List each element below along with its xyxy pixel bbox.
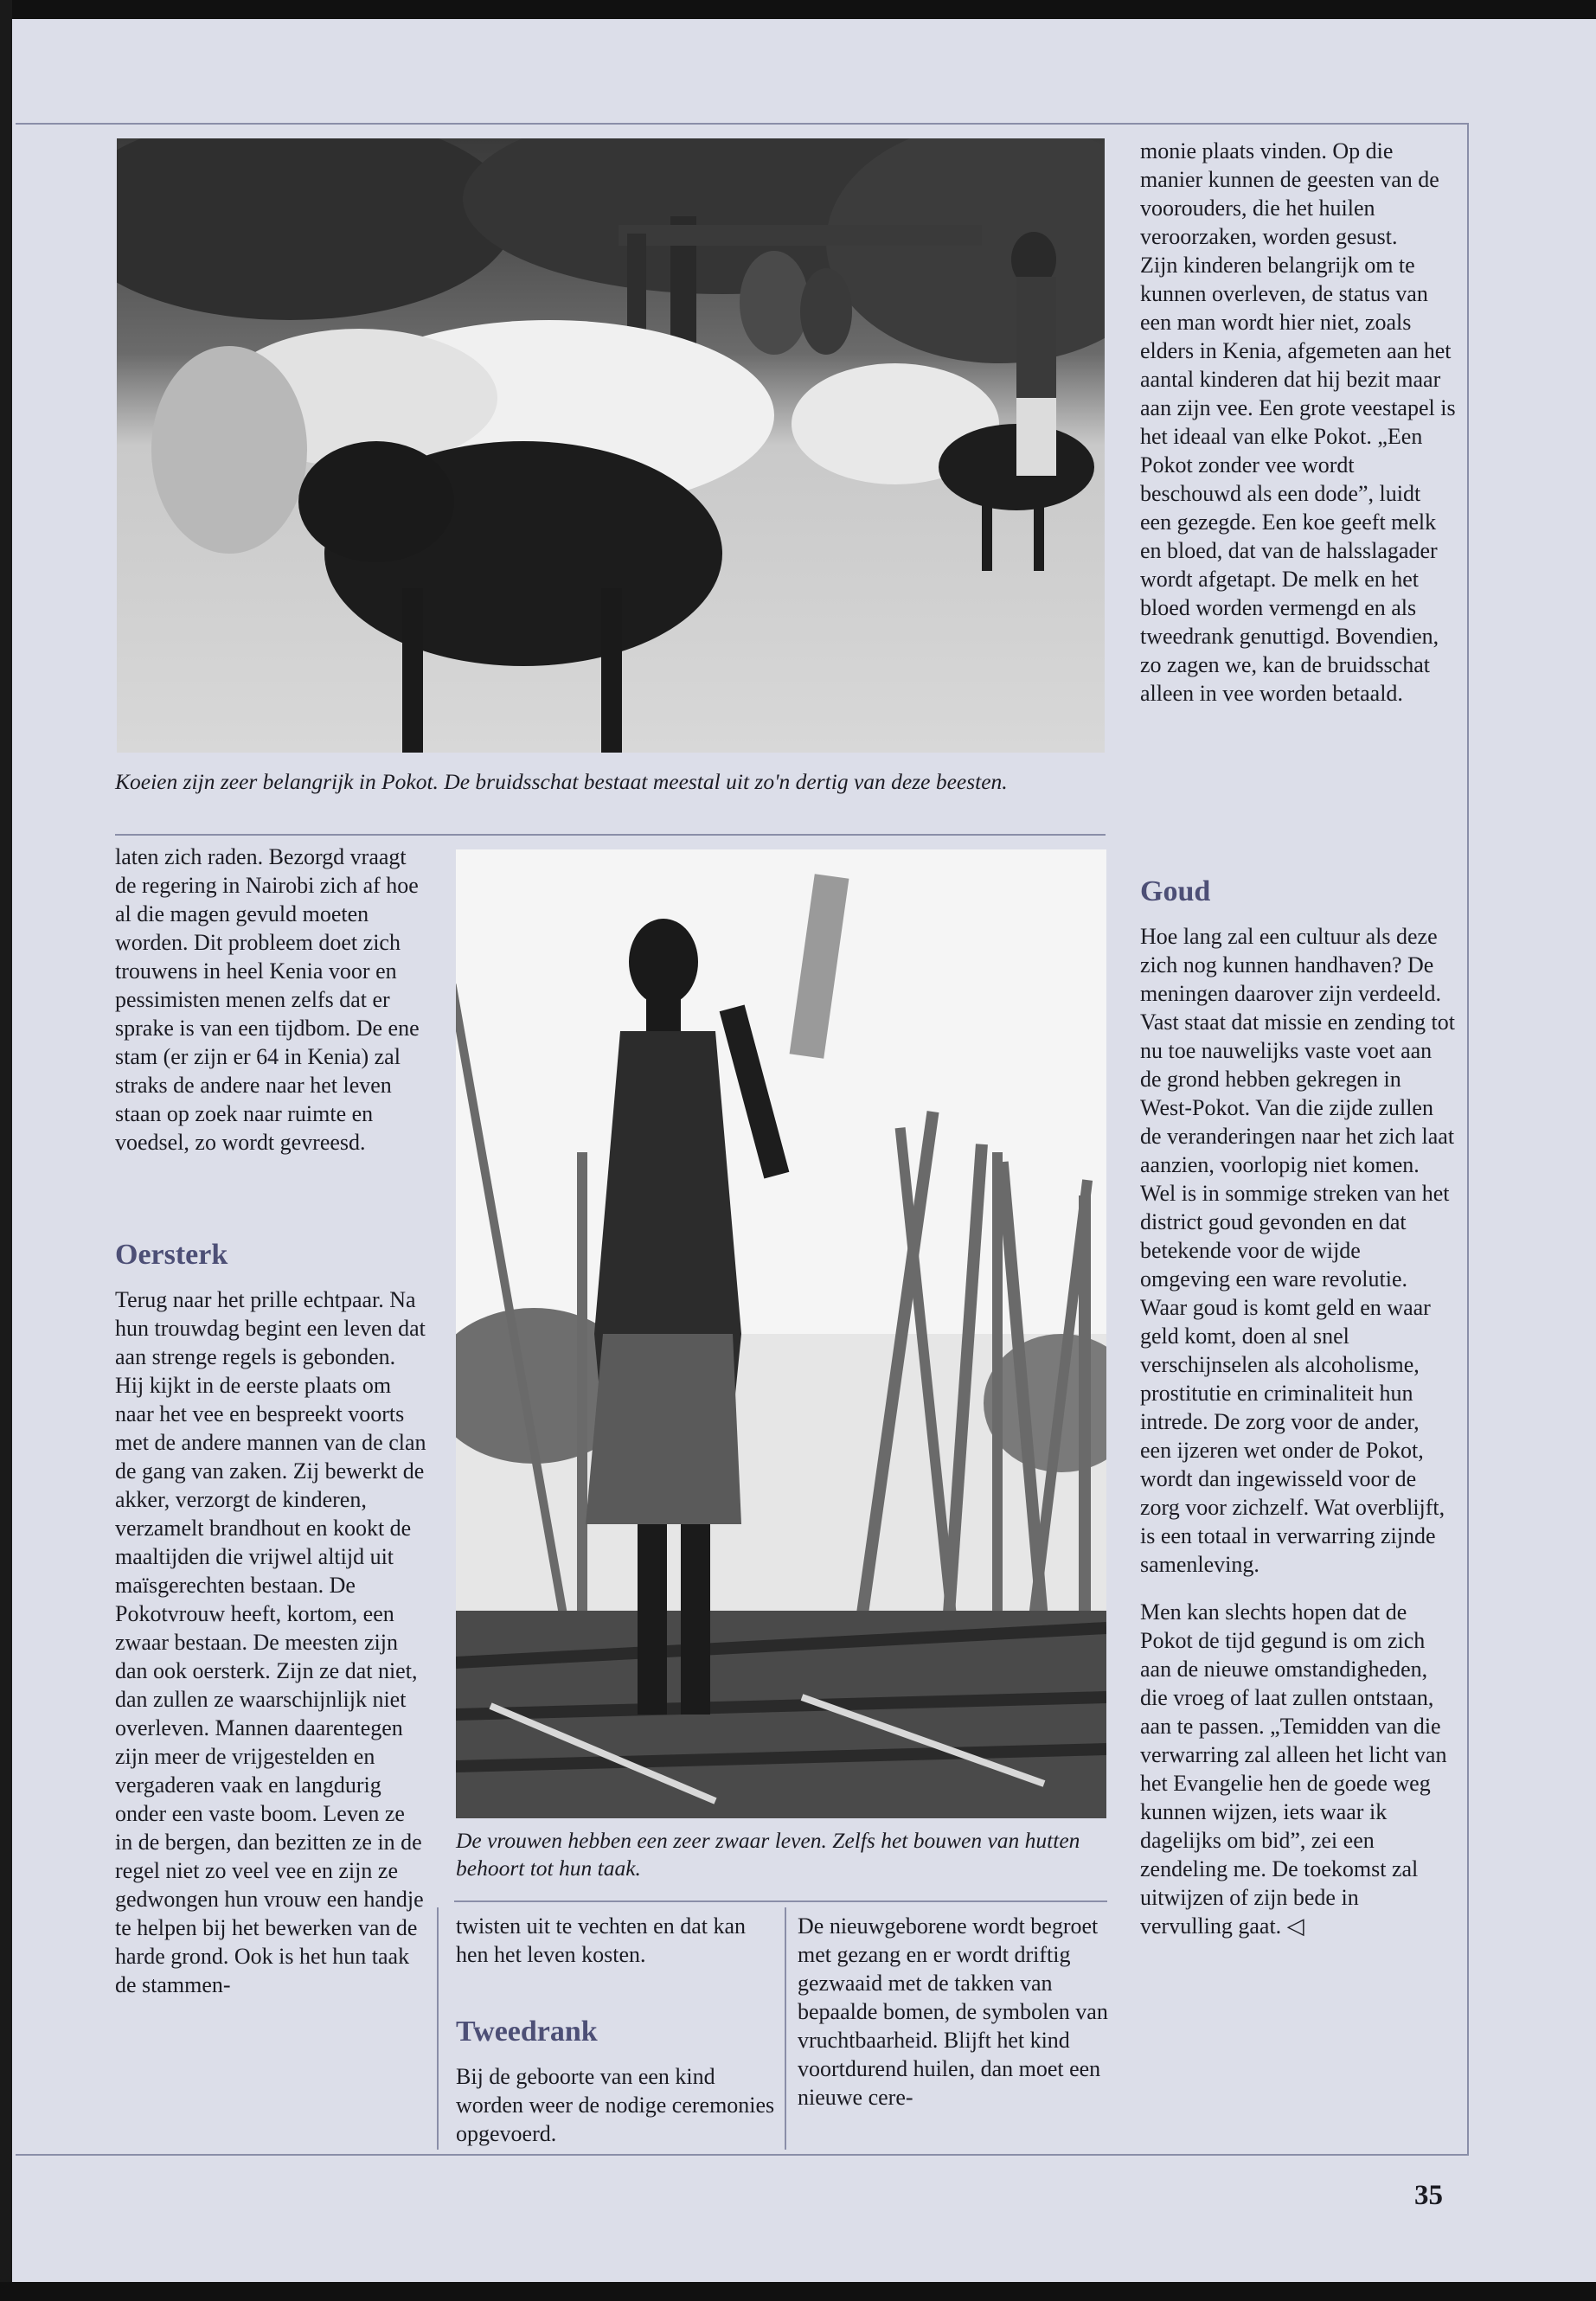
woman-photo [456, 849, 1106, 1818]
column-divider-a [437, 1907, 439, 2150]
mid-a-body-text: Bij de geboorte van een kind worden weer de nodige ceremonies opgevoerd. [456, 2064, 775, 2146]
scan-edge-bottom [0, 2282, 1596, 2301]
top-photo-caption: Koeien zijn zeer belangrijk in Pokot. De bruidsschat bestaat meestal uit zo'n dertig van deze beesten. [115, 769, 1008, 794]
scan-edge-top [0, 0, 1596, 19]
scan-edge-left [0, 0, 12, 2301]
right-para3-text: Wel is in sommige streken van het district goud gevonden en dat betekende voor de wijde omgeving een ware revolutie. Waar goud is komt geld en waar geld komt, doen al snel verschijnselen als alcoholisme, prostitutie en criminaliteit hun intrede. De zorg voor de ander, een ijzeren wet onder de Pokot, wordt dan ingewisseld voor de zorg voor zichzelf. Wat overblijft, is een totaal in verwarring zijnde samenleving. [1140, 1181, 1450, 1577]
cattle-herd-photo-icon [117, 138, 1105, 753]
caption-rule-top [115, 834, 1106, 836]
left-intro-text: laten zich raden. Bezorgd vraagt de regering in Nairobi zich af hoe al die magen gevuld moeten worden. Dit probleem doet zich trouwens in heel Kenia voor en pessimisten menen zelfs dat er sprake is van een tijdbom. De ene stam (er zijn er 64 in Kenia) zal straks de andere naar het leven staan op zoek naar ruimte en voedsel, zo wordt gevreesd. [115, 844, 420, 1155]
middle-column-a-intro [456, 1912, 776, 1969]
footer-rule [16, 2154, 1469, 2156]
right-body-text: Hoe lang zal een cultuur als deze zich nog kunnen handhaven? De meningen daarover zijn verdeeld. Vast staat dat missie en zending tot nu toe nauwelijks vaste voet aan de grond hebben gekregen in West-Pokot. Van die zijde zullen de veranderingen naar het zich laat aanzien, voorlopig niet komen. [1140, 924, 1455, 1177]
right-column-top [1140, 137, 1456, 708]
left-column-intro [115, 843, 426, 1157]
column-divider-b [785, 1907, 786, 2150]
mid-b-body-text: De nieuwgeborene wordt begroet met gezang en er wordt driftig gezwaaid met de takken van bepaalde bomen, de symbolen van vruchtbaarheid. Blijft het kind voortdurend huilen, dan moet een nieuwe cere- [798, 1913, 1108, 2110]
heading-oersterk: Oersterk [115, 1239, 228, 1271]
right-column-body [1140, 922, 1456, 1940]
left-column-body [115, 1285, 426, 1999]
middle-column-a-body [456, 2062, 776, 2148]
header-rule [16, 123, 1469, 125]
right-para4-text: Men kan slechts hopen dat de Pokot de tijd gegund is om zich aan de nieuwe omstandigheden, die vroeg of laat zullen ontstaan, aan te passen. „Temidden van die verwarring zal alleen het licht van het Evangelie hen de goede weg kunnen wijzen, iets waar ik dagelijks om bid”, zei een zendeling me. De toekomst zal uitwijzen of zijn bede in vervulling gaat. ◁ [1140, 1599, 1447, 1939]
right-para2-text: Zijn kinderen belangrijk om te kunnen overleven, de status van een man wordt hier niet, zoals elders in Kenia, afgemeten aan het aantal kinderen dat hij bezit maar aan zijn vee. Een grote veestapel is het ideaal van elke Pokot. „Een Pokot zonder vee wordt beschouwd als een dode”, luidt een gezegde. Een koe geeft melk en bloed, dat van de halsslagader wordt afgetapt. De melk en het bloed worden vermengd en als tweedrank genuttigd. Bovendien, zo zagen we, kan de bruidsschat alleen in vee worden betaald. [1140, 253, 1456, 706]
heading-tweedrank: Tweedrank [456, 2016, 598, 2048]
mid-a-intro-text: twisten uit te vechten en dat kan hen het leven kosten. [456, 1913, 747, 1967]
caption-rule-mid [454, 1900, 1107, 1902]
right-column-rule [1467, 123, 1469, 2156]
right-intro-text: monie plaats vinden. Op die manier kunnen de geesten van de voorouders, die het huilen veroorzaken, worden gesust. [1140, 138, 1439, 249]
page-number: 35 [1414, 2180, 1443, 2211]
left-body-text: Terug naar het prille echtpaar. Na hun trouwdag begint een leven dat aan strenge regels is gebonden. Hij kijkt in de eerste plaats om naar het vee en bespreekt voorts met de andere mannen van de clan de gang van zaken. Zij bewerkt de akker, verzorgt de kinderen, verzamelt brandhout en kookt de maaltijden die vrijwel altijd uit maïsgerechten bestaan. De Pokotvrouw heeft, kortom, een zwaar bestaan. De meesten zijn dan ook oersterk. Zijn ze dat niet, dan zullen ze waarschijnlijk niet overleven. Mannen daarentegen zijn meer de vrijgestelden en vergaderen vaak en langdurig onder een vaste boom. Leven ze in de bergen, dan bezitten ze in de regel niet zo veel vee en zijn ze gedwongen hun vrouw een handje te helpen bij het bewerken van de harde grond. Ook is het hun taak de stammen- [115, 1287, 426, 1997]
woman-building-hut-photo-icon [456, 849, 1106, 1818]
middle-photo-caption: De vrouwen hebben een zeer zwaar leven. Zelfs het bouwen van hutten behoort tot hun taak. [456, 1828, 1080, 1881]
cattle-photo [117, 138, 1105, 753]
heading-goud: Goud [1140, 875, 1211, 907]
middle-column-b [798, 1912, 1109, 2112]
